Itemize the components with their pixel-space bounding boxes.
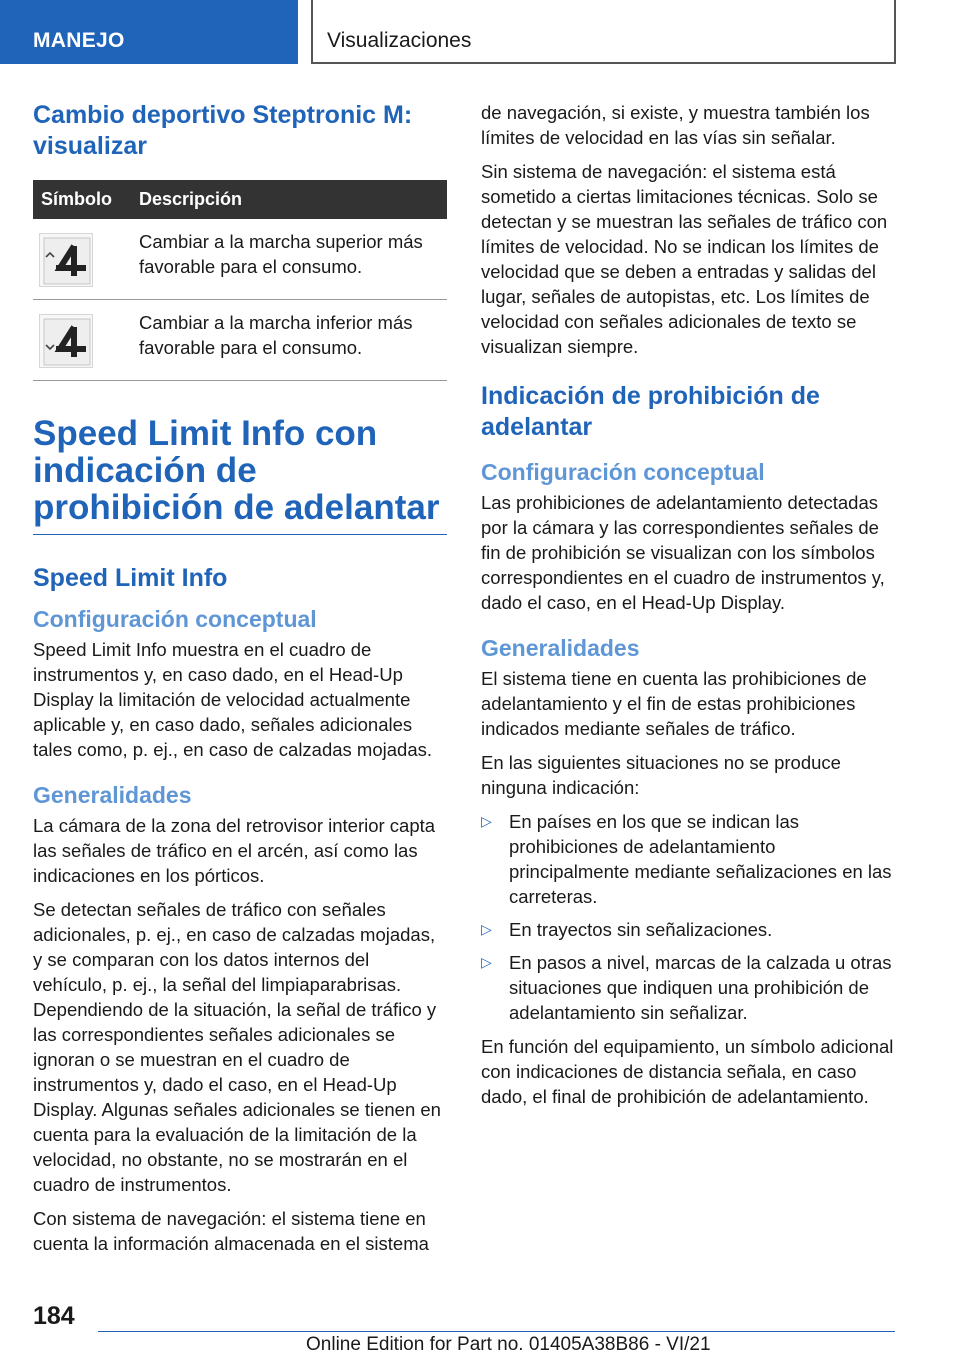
list-item-text: En pasos a nivel, marcas de la calzada u otras situaciones que indiquen una prohibición de adelantamiento sin señalizar.: [509, 952, 892, 1023]
np-general-paragraph-1: El sistema tiene en cuenta las prohibiciones de adelantamiento y el fin de estas prohibiciones indicados mediante señales de tráfico.: [481, 668, 867, 739]
table-cell-description: Cambiar a la marcha inferior más favorable para el consumo.: [125, 300, 447, 381]
triangle-bullet-icon: ▷: [481, 921, 492, 937]
table-row: [33, 300, 447, 381]
np-general-heading: Generalidades: [481, 635, 640, 661]
table-header-description: Descripción: [125, 180, 447, 219]
general-heading: Generalidades: [33, 782, 192, 808]
np-general-paragraph-2: En las siguientes situaciones no se produce ninguna indicación:: [481, 752, 841, 798]
table-cell-icon: [33, 219, 125, 300]
np-general-paragraph-3: En función del equipamiento, un símbolo adicional con indicaciones de distancia señala, en caso dado, el final de prohibición de adelantamiento.: [481, 1036, 894, 1107]
list-item: [481, 917, 895, 942]
list-item-text: En países en los que se indican las prohibiciones de adelantamiento principalmente mediante señalizaciones en las carreteras.: [509, 811, 892, 907]
general-paragraph-1: La cámara de la zona del retrovisor interior capta las señales de tráfico en el arcén, así como las indicaciones en los pórticos.: [33, 815, 436, 886]
gear-up-4-icon: [39, 233, 93, 287]
list-item: [481, 950, 895, 1025]
gear-down-4-icon: [39, 314, 93, 368]
np-concept-paragraph: Las prohibiciones de adelantamiento detectadas por la cámara y las correspondientes señales de fin de prohibición se visualizan con los símbolos correspondientes en el cuadro de instrumentos y, dado el caso, en el Head-Up Display.: [481, 492, 885, 613]
page-number: 184: [33, 1302, 75, 1330]
concept-paragraph: Speed Limit Info muestra en el cuadro de instrumentos y, en caso dado, en el Head-Up Display la limitación de velocidad actualmente aplicable y, en caso dado, señales adicionales tales como, p. ej., en caso de calzadas mojadas.: [33, 639, 432, 760]
general-paragraph-2: Se detectan señales de tráfico con señales adicionales, p. ej., en caso de calzadas mojadas, y se comparan con los datos internos del vehículo, p. ej., la señal del limpiaparabrisas. Dependiendo de la situación, la señal de tráfico y las correspondientes señales adicionales se ignoran o se muestran en el cuadro de instrumentos y, dado el caso, en el Head-Up Display. Algunas señales adicionales se tienen en cuenta para la evaluación de la limitación de la velocidad, no obstante, no se mostrarán en el cuadro de instrumentos.: [33, 899, 441, 1195]
triangle-bullet-icon: ▷: [481, 954, 492, 970]
section-tab: [311, 0, 896, 64]
no-passing-heading: Indicación de prohibición de adelantar: [481, 382, 820, 441]
concept-heading: Configuración conceptual: [33, 606, 317, 632]
situation-list: [481, 809, 895, 1025]
table-header-symbol: Símbolo: [33, 180, 125, 219]
sli-heading: Speed Limit Info: [33, 564, 228, 592]
table-row: [33, 219, 447, 300]
general-paragraph-3: Con sistema de navegación: el sistema tiene en cuenta la información almacenada en el sistema: [33, 1208, 429, 1254]
chapter-label: MANEJO: [33, 29, 125, 52]
major-heading: Speed Limit Info con indicación de prohibición de adelantar: [33, 415, 447, 535]
left-column: [33, 100, 447, 1265]
table-cell-icon: [33, 300, 125, 381]
steptronic-heading: Cambio deportivo Steptronic M: visualizar: [33, 101, 413, 160]
table-header-row: [33, 180, 447, 219]
footer-edition: Online Edition for Part no. 01405A38B86 - VI/21: [306, 1334, 711, 1355]
continued-paragraph-1: de navegación, si existe, y muestra también los límites de velocidad en las vías sin señalar.: [481, 102, 870, 148]
right-column: [481, 100, 895, 1118]
table-cell-description: Cambiar a la marcha superior más favorable para el consumo.: [125, 219, 447, 300]
symbol-table: [33, 180, 447, 381]
footer-divider: [98, 1331, 895, 1332]
chapter-tab: [0, 0, 298, 64]
continued-paragraph-2: Sin sistema de navegación: el sistema está sometido a ciertas limitaciones técnicas. Solo se detectan y se muestran las señales de tráfico con límites de velocidad. No se indican los límites de velocidad que se deben a entradas y salidas del lugar, señales de autopistas, etc. Los límites de velocidad con señales adicionales de texto se visualizan siempre.: [481, 161, 888, 357]
triangle-bullet-icon: ▷: [481, 813, 492, 829]
list-item: [481, 809, 895, 909]
section-label: Visualizaciones: [327, 29, 472, 52]
list-item-text: En trayectos sin señalizaciones.: [509, 919, 773, 940]
np-concept-heading: Configuración conceptual: [481, 459, 765, 485]
